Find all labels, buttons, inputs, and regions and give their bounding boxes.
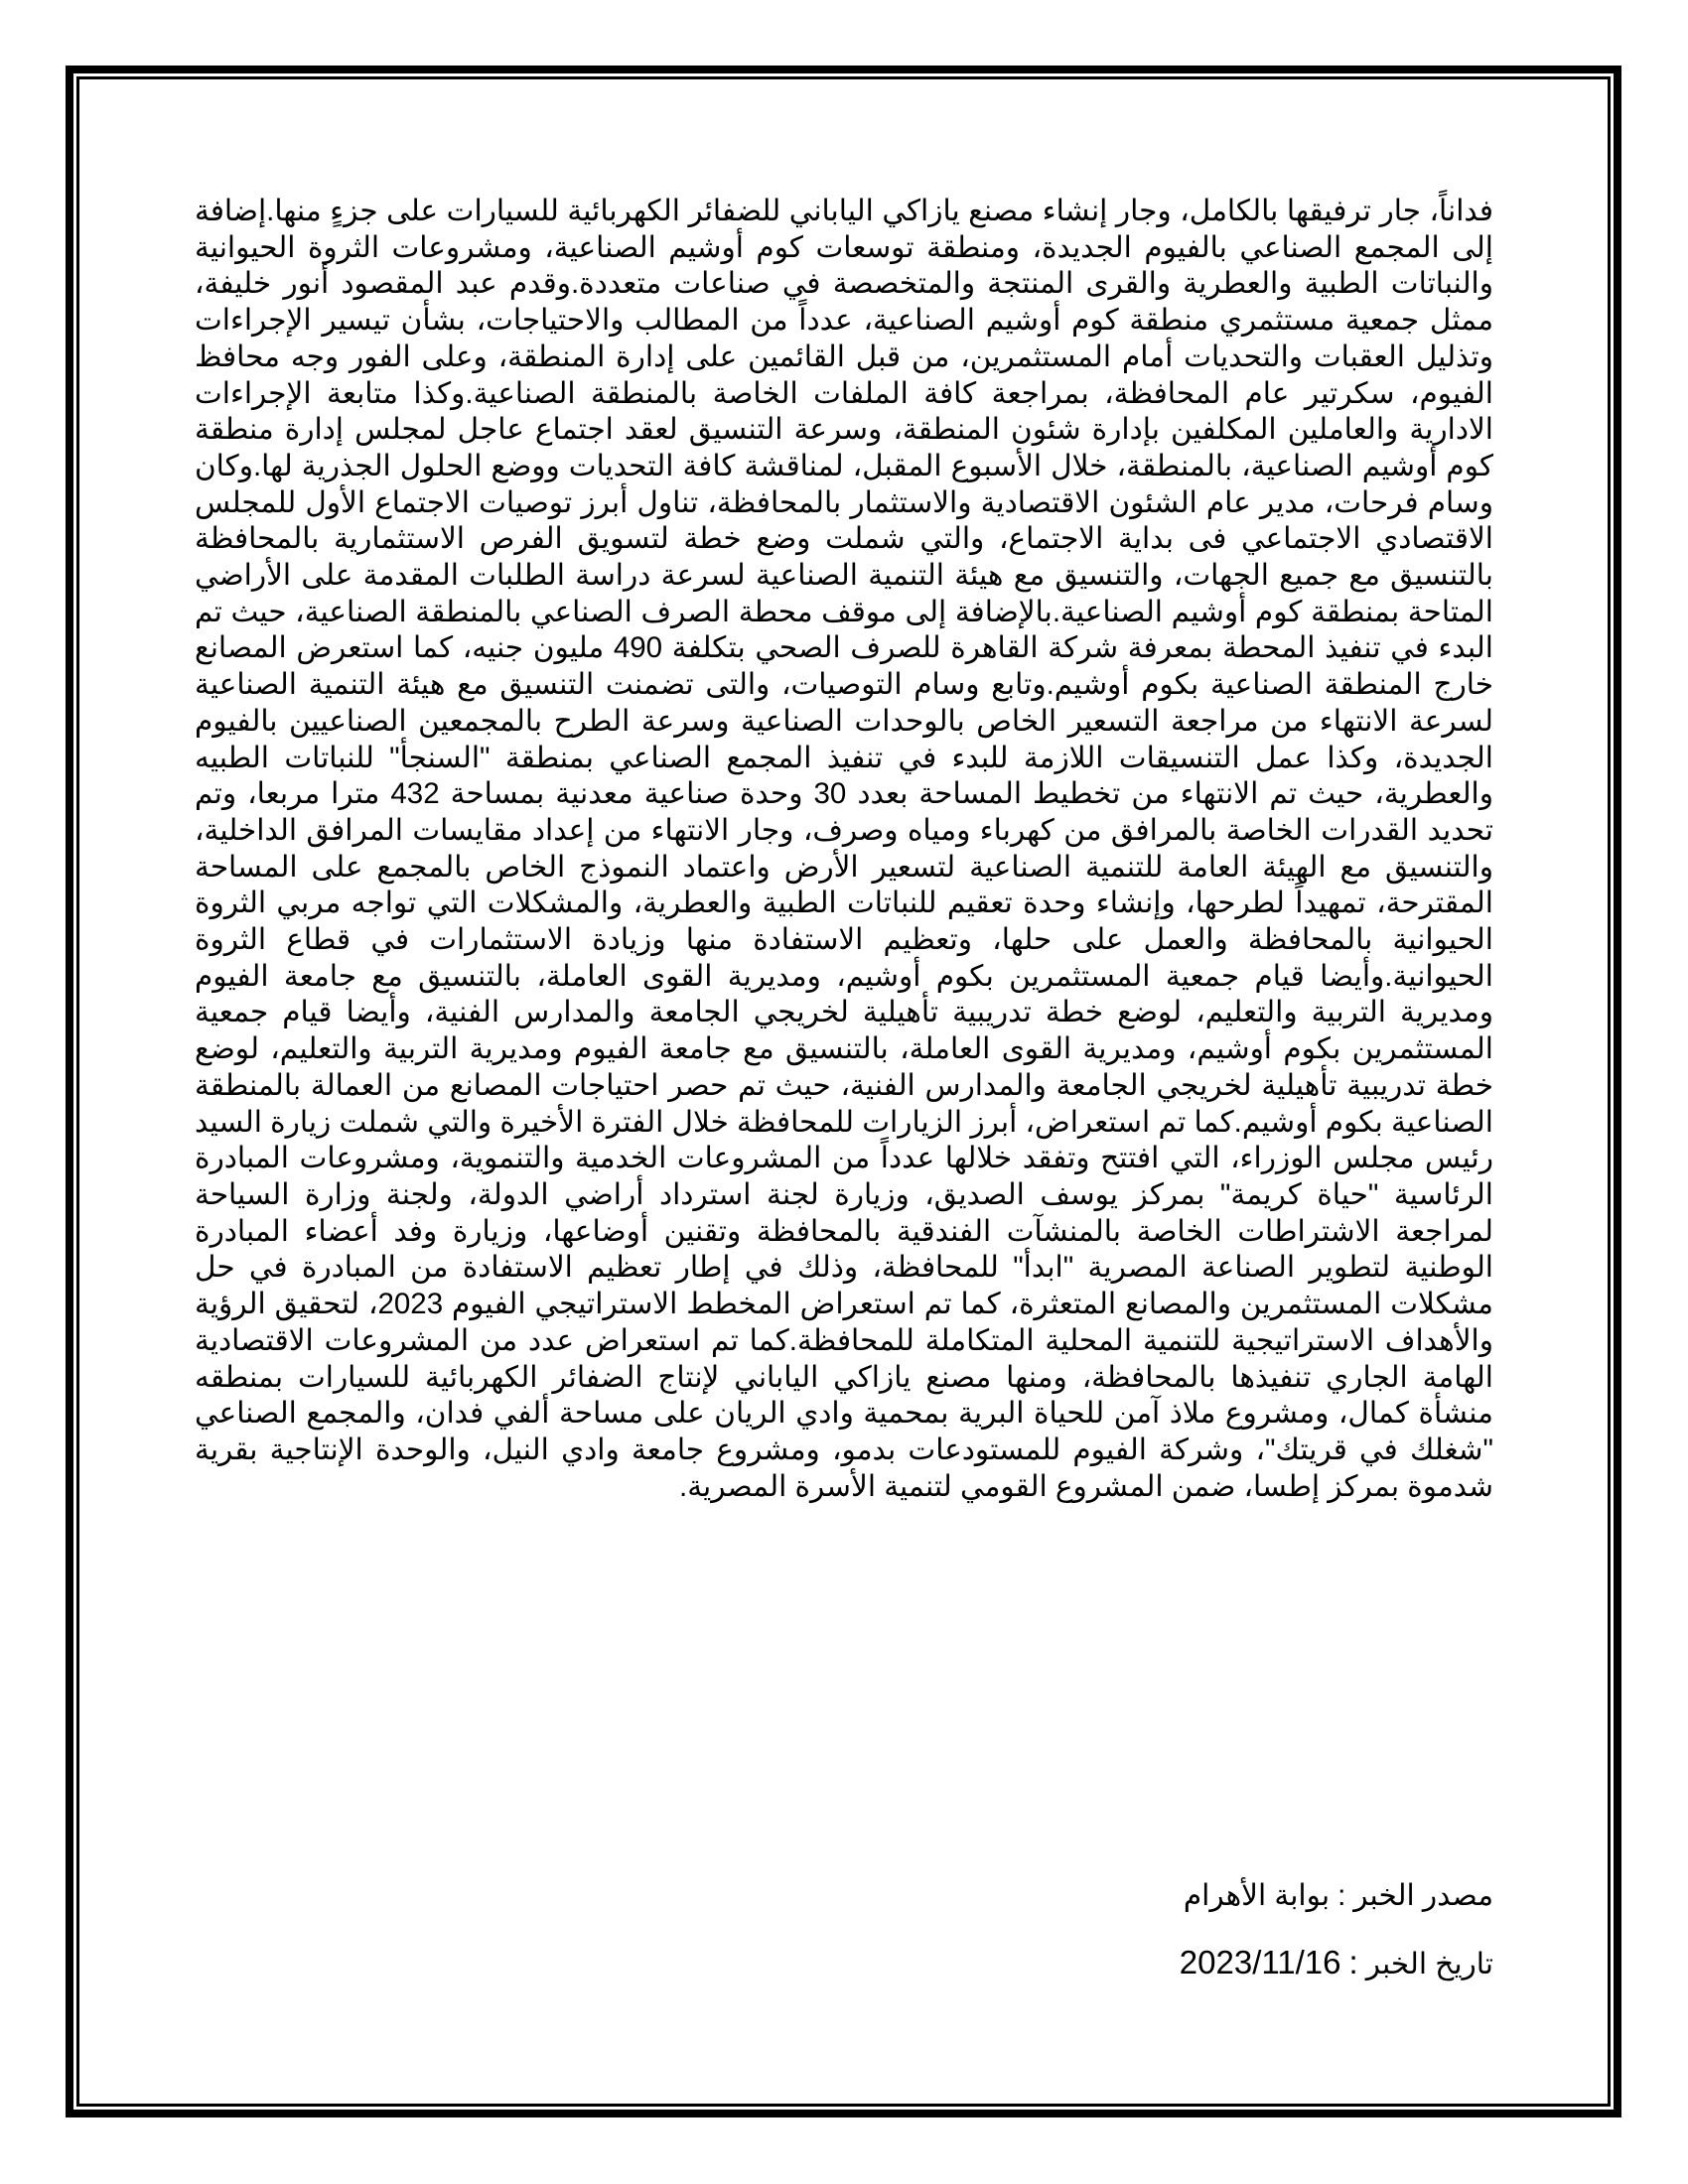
news-date-label: تاريخ الخبر bbox=[1365, 1948, 1493, 1980]
news-date-separator: : bbox=[1348, 1944, 1358, 1980]
news-date-value: 2023/11/16 bbox=[1179, 1944, 1341, 1980]
news-source-separator: : bbox=[1337, 1879, 1346, 1912]
article bbox=[195, 194, 1493, 1505]
news-date-line bbox=[1180, 1943, 1493, 1984]
news-source-label: مصدر الخبر bbox=[1353, 1879, 1493, 1912]
news-source-value: بوابة الأهرام bbox=[1183, 1879, 1331, 1912]
article-body-paragraph: فداناً، جار ترفيقها بالكامل، وجار إنشاء مصنع يازاكي الياباني للضفائر الكهربائية للسيارات على جزءٍ منها.إضافة إلى المجمع الصناعي بالفيوم الجديدة، ومنطقة توسعات كوم أوشيم الصناعية، ومشروعات الثروة الحيوانية والنباتات الطبية والعطرية والقرى المنتجة والمتخصصة في صناعات متعددة.وقدم عبد المقصود أنور خليفة، ممثل جمعية مستثمري منطقة كوم أوشيم الصناعية، عدداً من المطالب والاحتياجات، بشأن تيسير الإجراءات وتذليل العقبات والتحديات أمام المستثمرين، من قبل القائمين على إدارة المنطقة، وعلى الفور وجه محافظ الفيوم، سكرتير عام المحافظة، بمراجعة كافة الملفات الخاصة بالمنطقة الصناعية.وكذا متابعة الإجراءات الادارية والعاملين المكلفين بإدارة شئون المنطقة، وسرعة التنسيق لعقد اجتماع عاجل لمجلس إدارة منطقة كوم أوشيم الصناعية، بالمنطقة، خلال الأسبوع المقبل، لمناقشة كافة التحديات ووضع الحلول الجذرية لها.وكان وسام فرحات، مدير عام الشئون الاقتصادية والاستثمار بالمحافظة، تناول أبرز توصيات الاجتماع الأول للمجلس الاقتصادي الاجتماعي فى بداية الاجتماع، والتي شملت وضع خطة لتسويق الفرص الاستثمارية بالمحافظة بالتنسيق مع جميع الجهات، والتنسيق مع هيئة التنمية الصناعية لسرعة دراسة الطلبات المقدمة على الأراضي المتاحة بمنطقة كوم أوشيم الصناعية.بالإضافة إلى موقف محطة الصرف الصناعي بالمنطقة الصناعية، حيث تم البدء في تنفيذ المحطة بمعرفة شركة القاهرة للصرف الصحي بتكلفة 490 مليون جنيه، كما استعرض المصانع خارج المنطقة الصناعية بكوم أوشيم.وتابع وسام التوصيات، والتى تضمنت التنسيق مع هيئة التنمية الصناعية لسرعة الانتهاء من مراجعة التسعير الخاص بالوحدات الصناعية وسرعة الطرح بالمجمعين الصناعيين بالفيوم الجديدة، وكذا عمل التنسيقات اللازمة للبدء في تنفيذ المجمع الصناعي بمنطقة "السنجأ" للنباتات الطبيه والعطرية، حيث تم الانتهاء من تخطيط المساحة بعدد 30 وحدة صناعية معدنية بمساحة 432 مترا مربعا، وتم تحديد القدرات الخاصة بالمرافق من كهرباء ومياه وصرف، وجار الانتهاء من إعداد مقايسات المرافق الداخلية، والتنسيق مع الهيئة العامة للتنمية الصناعية لتسعير الأرض واعتماد النموذج الخاص بالمجمع على المساحة المقترحة، تمهيداً لطرحها، وإنشاء وحدة تعقيم للنباتات الطبية والعطرية، والمشكلات التي تواجه مربي الثروة الحيوانية بالمحافظة والعمل على حلها، وتعظيم الاستفادة منها وزيادة الاستثمارات في قطاع الثروة الحيوانية.وأيضا قيام جمعية المستثمرين بكوم أوشيم، ومديرية القوى العاملة، بالتنسيق مع جامعة الفيوم ومديرية التربية والتعليم، لوضع خطة تدريبية تأهيلية لخريجي الجامعة والمدارس الفنية، وأيضا قيام جمعية المستثمرين بكوم أوشيم، ومديرية القوى العاملة، بالتنسيق مع جامعة الفيوم ومديرية التربية والتعليم، لوضع خطة تدريبية تأهيلية لخريجي الجامعة والمدارس الفنية، حيث تم حصر احتياجات المصانع من العمالة بالمنطقة الصناعية بكوم أوشيم.كما تم استعراض، أبرز الزيارات للمحافظة خلال الفترة الأخيرة والتي شملت زيارة السيد رئيس مجلس الوزراء، التي افتتح وتفقد خلالها عدداً من المشروعات الخدمية والتنموية، ومشروعات المبادرة الرئاسية "حياة كريمة" بمركز يوسف الصديق، وزيارة لجنة استرداد أراضي الدولة، ولجنة وزارة السياحة لمراجعة الاشتراطات الخاصة بالمنشآت الفندقية بالمحافظة وتقنين أوضاعها، وزيارة وفد أعضاء المبادرة الوطنية لتطوير الصناعة المصرية "ابدأ" للمحافظة، وذلك في إطار تعظيم الاستفادة من المبادرة في حل مشكلات المستثمرين والمصانع المتعثرة، كما تم استعراض المخطط الاستراتيجي الفيوم 2023، لتحقيق الرؤية والأهداف الاستراتيجية للتنمية المحلية المتكاملة للمحافظة.كما تم استعراض عدد من المشروعات الاقتصادية الهامة الجاري تنفيذها بالمحافظة، ومنها مصنع يازاكي الياباني لإنتاج الضفائر الكهربائية للسيارات بمنطقه منشأة كمال، ومشروع ملاذ آمن للحياة البرية بمحمية وادي الريان على مساحة ألفي فدان، والمجمع الصناعي "شغلك في قريتك"، وشركة الفيوم للمستودعات بدمو، ومشروع جامعة وادي النيل، والوحدة الإنتاجية بقرية شدموة بمركز إطسا، ضمن المشروع القومي لتنمية الأسرة المصرية. bbox=[195, 195, 1493, 1503]
news-source-line bbox=[1184, 1876, 1493, 1916]
